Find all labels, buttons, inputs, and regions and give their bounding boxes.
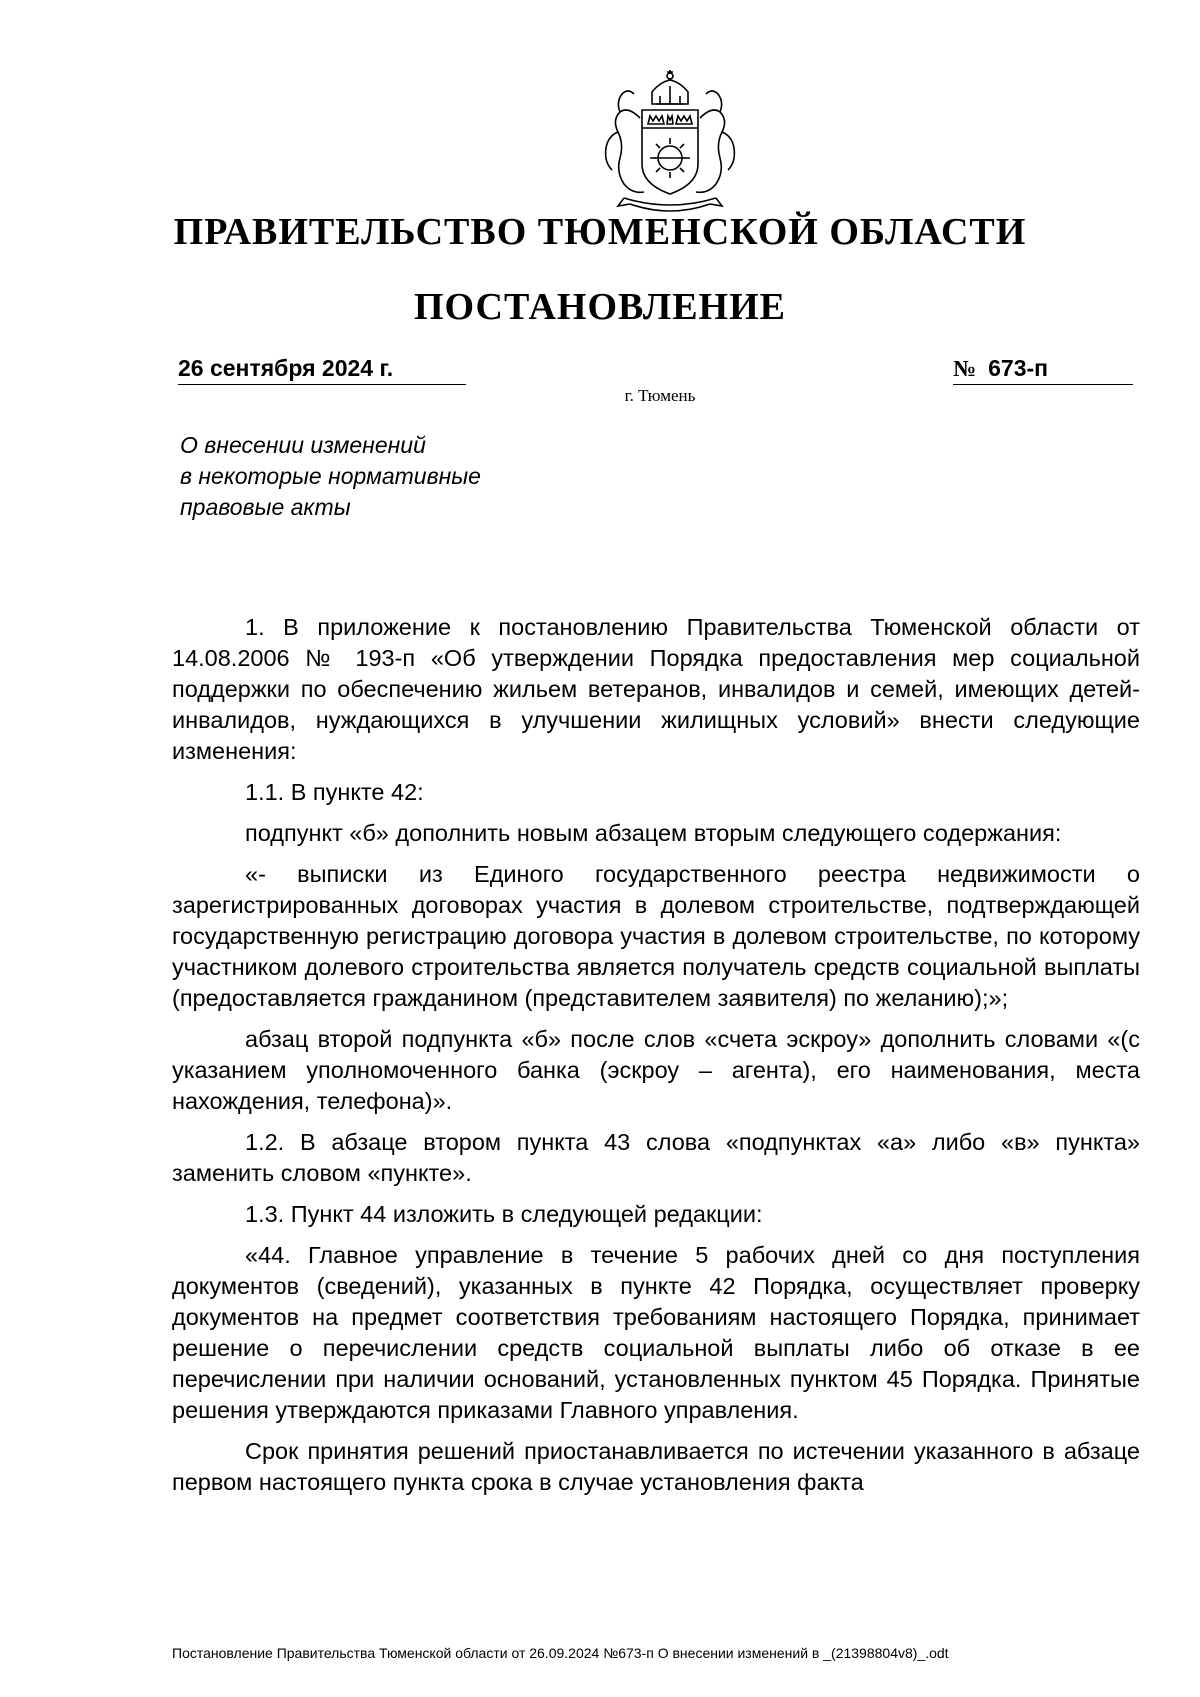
body-paragraph: абзац второй подпункта «б» после слов «счета эскроу» дополнить словами «(с указанием уполномоченного банка (эскроу – агента), его наименования, места нахождения, телефона)». bbox=[172, 1026, 1140, 1114]
document-number: 673-п bbox=[988, 355, 1049, 381]
body-paragraph: 1.2. В абзаце втором пункта 43 слова «подпунктах «а» либо «в» пункта» заменить словом «пункте». bbox=[172, 1129, 1140, 1186]
number-sign: № bbox=[953, 356, 977, 381]
body-paragraph: 1.3. Пункт 44 изложить в следующей редакции: bbox=[245, 1201, 763, 1227]
coat-of-arms-icon bbox=[590, 66, 750, 220]
subject-line: в некоторые нормативные bbox=[180, 463, 481, 489]
page-footer: Постановление Правительства Тюменской области от 26.09.2024 №673-п О внесении изменений в _(21398804v8)_.odt bbox=[172, 1645, 949, 1661]
document-number-field bbox=[953, 355, 1133, 385]
body-paragraph: 1.1. В пункте 42: bbox=[245, 779, 424, 805]
subject-line: правовые акты bbox=[180, 494, 351, 520]
document-date: 26 сентября 2024 г. bbox=[178, 355, 466, 385]
body-paragraph: 1. В приложение к постановлению Правительства Тюменской области от 14.08.2006 № 193-п «Об утверждении Порядка предоставления мер социальной поддержки по обеспечению жильем ветеранов, инвалидов и семей, имеющих детей-инвалидов, нуждающихся в улучшении жилищных условий» внести следующие изменения: bbox=[172, 614, 1140, 764]
body-paragraph: Срок принятия решений приостанавливается по истечении указанного в абзаце первом настоящего пункта срока в случае установления факта bbox=[172, 1438, 1140, 1495]
body-paragraph: «44. Главное управление в течение 5 рабочих дней со дня поступления документов (сведений), указанных в пункте 42 Порядка, осуществляет проверку документов на предмет соответствия требованиям настоящего Порядка, принимает решение о перечислении средств социальной выплаты либо об отказе в ее перечислении при наличии оснований, установленных пунктом 45 Порядка. Принятые решения утверждаются приказами Главного управления. bbox=[172, 1242, 1140, 1423]
organization-title: ПРАВИТЕЛЬСТВО ТЮМЕНСКОЙ ОБЛАСТИ bbox=[173, 211, 1027, 253]
body-paragraph: «- выписки из Единого государственного реестра недвижимости о зарегистрированных договорах участия в долевом строительстве, подтверждающей государственную регистрацию договора участия в долевом строительстве, по которому участником долевого строительства является получатель средств социальной выплаты (предоставляется гражданином (представителем заявителя) по желанию);»; bbox=[172, 861, 1140, 1011]
document-type-title: ПОСТАНОВЛЕНИЕ bbox=[413, 286, 787, 328]
subject-line: О внесении изменений bbox=[180, 432, 426, 458]
body-paragraph: подпункт «б» дополнить новым абзацем вторым следующего содержания: bbox=[245, 820, 1062, 846]
document-subject bbox=[180, 430, 600, 523]
document-body bbox=[172, 612, 1140, 1508]
document-city: г. Тюмень bbox=[624, 386, 696, 405]
